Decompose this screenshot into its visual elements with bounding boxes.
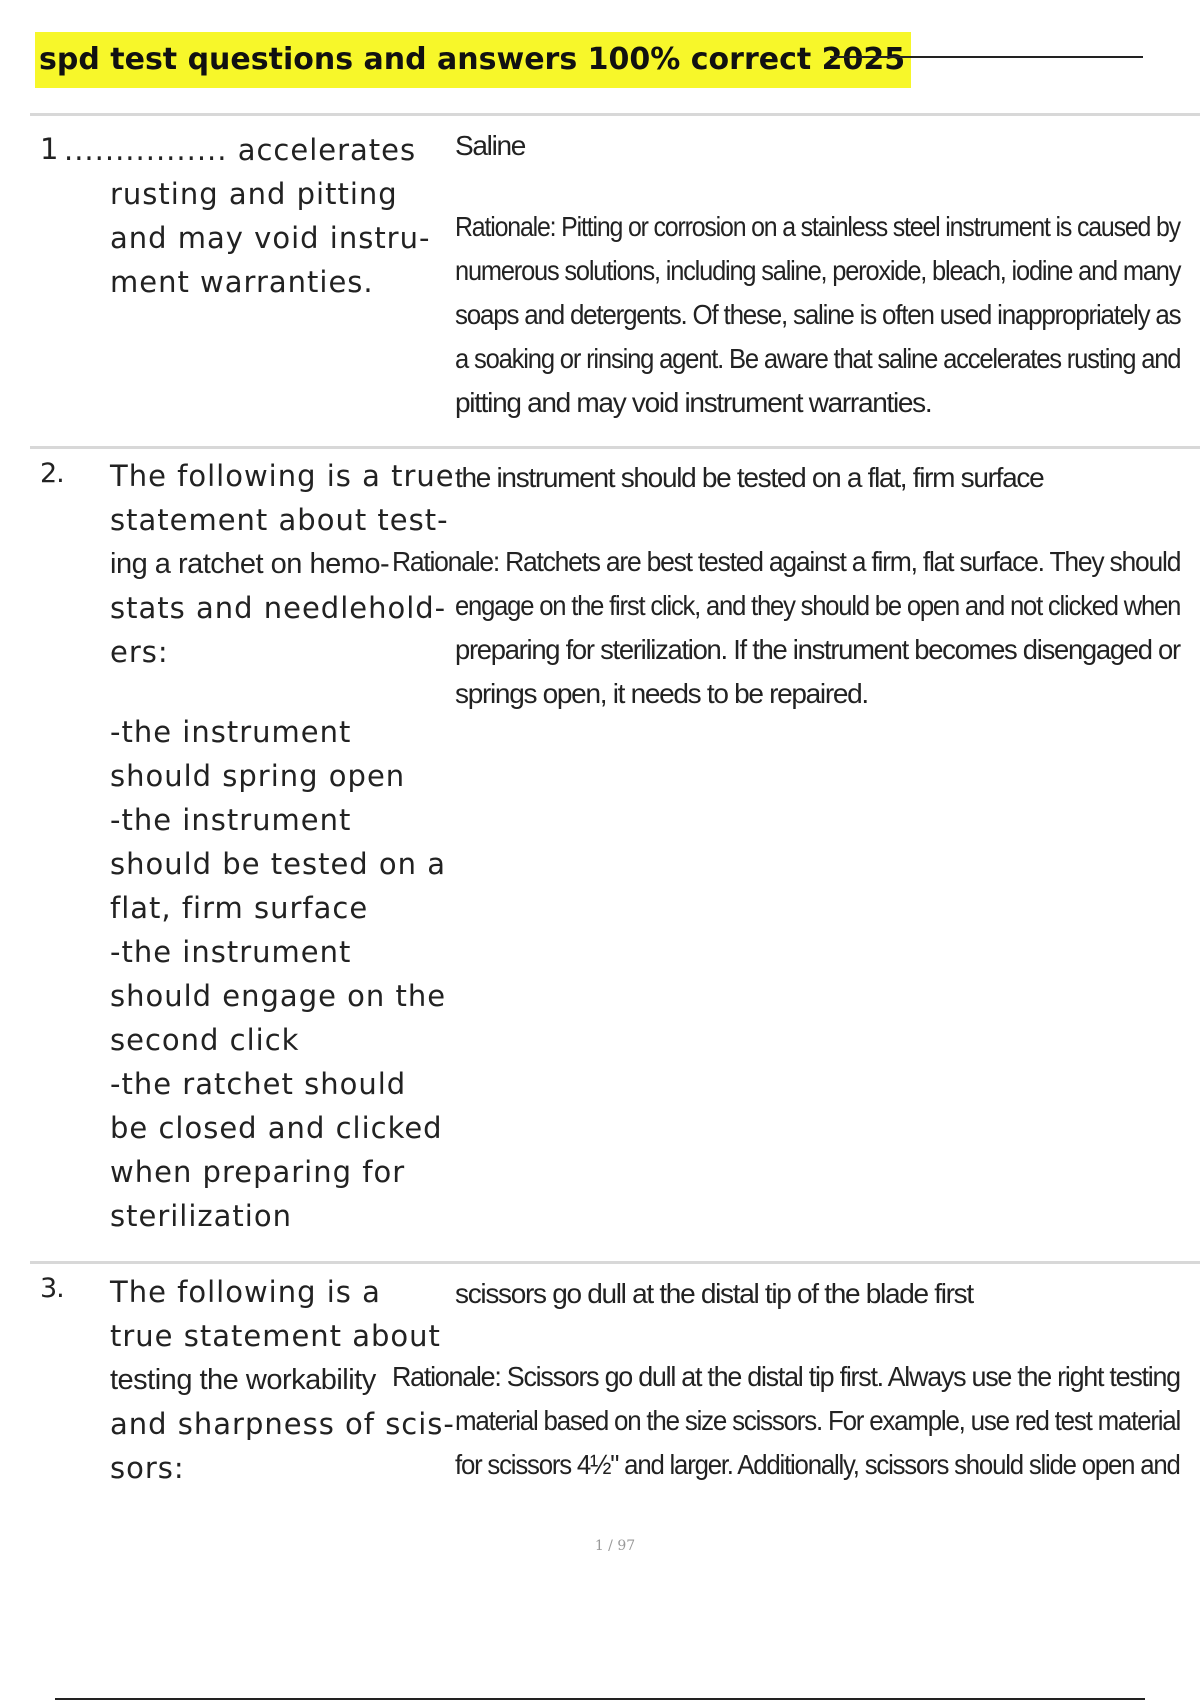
rationale-line: a soaking or rinsing agent. Be aware that saline accelerates rusting and	[455, 343, 1181, 374]
question-line: ers:	[110, 635, 169, 669]
question-line: -the instrument	[110, 715, 352, 749]
question-text	[64, 128, 416, 172]
title-bar	[35, 32, 1143, 88]
rationale-line: for scissors 4½" and larger. Additionally, scissors should slide open and	[455, 1449, 1180, 1480]
question-line: and sharpness of scis-	[110, 1407, 455, 1441]
rationale-line: springs open, it needs to be repaired.	[455, 678, 868, 709]
question-line: sterilization	[110, 1199, 292, 1233]
separator-top	[30, 113, 1200, 116]
question-line: statement about test-	[110, 503, 449, 537]
question-line: The following is a	[110, 1275, 381, 1309]
rationale-line: engage on the first click, and they should be open and not clicked when	[455, 590, 1181, 621]
separator	[30, 446, 1200, 449]
rationale-line: material based on the size scissors. For example, use red test material	[455, 1405, 1181, 1436]
question-line: be closed and clicked	[110, 1111, 443, 1145]
rationale-line: Rationale: Ratchets are best tested against a firm, flat surface. They should	[392, 546, 1181, 577]
rationale-text	[392, 1355, 1200, 1399]
question-line: flat, firm surface	[110, 891, 369, 925]
separator	[30, 1261, 1200, 1264]
question-line: testing the workability	[110, 1364, 376, 1396]
question-number: 1	[40, 132, 59, 166]
question-line: should engage on the	[110, 979, 447, 1013]
question-line: ................ accelerates	[64, 133, 417, 167]
question-number: 3.	[40, 1273, 64, 1304]
rationale-line: Rationale: Scissors go dull at the distal tip first. Always use the right testing	[392, 1361, 1180, 1392]
answer-text: Saline	[455, 130, 526, 161]
rationale-line: preparing for sterilization. If the instrument becomes disengaged or	[455, 634, 1180, 665]
rationale-line: numerous solutions, including saline, peroxide, bleach, iodine and many	[455, 255, 1181, 286]
question-line: true statement about	[110, 1319, 441, 1353]
document-title: spd test questions and answers 100% correct 2025	[35, 32, 911, 88]
rationale-text-cont	[455, 584, 1200, 716]
question-line: The following is a true	[110, 459, 455, 493]
title-underline	[830, 56, 1143, 58]
question-number: 2.	[40, 458, 64, 489]
question-line: and may void instru-	[110, 221, 431, 255]
question-line: -the ratchet should	[110, 1067, 407, 1101]
question-line	[110, 674, 455, 710]
question-line: should be tested on a	[110, 847, 447, 881]
question-line: should spring open	[110, 759, 406, 793]
question-line: ment warranties.	[110, 265, 374, 299]
rationale-text-cont	[455, 1399, 1200, 1487]
question-line: stats and needlehold-	[110, 591, 447, 625]
question-line: ing a ratchet on hemo-	[110, 548, 390, 580]
rationale-text	[455, 205, 1200, 425]
question-line: second click	[110, 1023, 300, 1057]
question-line: -the instrument	[110, 935, 352, 969]
question-text-cont	[110, 172, 430, 304]
rationale-line: soaps and detergents. Of these, saline is often used inappropriately as	[455, 299, 1181, 330]
page-indicator: 1 / 97	[594, 1538, 636, 1554]
rationale-line: Rationale: Pitting or corrosion on a stainless steel instrument is caused by	[455, 211, 1180, 242]
rationale-text	[392, 540, 1200, 584]
question-line: -the instrument	[110, 803, 352, 837]
answer-text: scissors go dull at the distal tip of the blade first	[455, 1278, 973, 1309]
question-line: rusting and pitting	[110, 177, 398, 211]
rationale-line: pitting and may void instrument warranties.	[455, 387, 932, 418]
question-line: when preparing for	[110, 1155, 406, 1189]
answer-text: the instrument should be tested on a flat, firm surface	[455, 462, 1044, 493]
question-line: sors:	[110, 1451, 185, 1485]
